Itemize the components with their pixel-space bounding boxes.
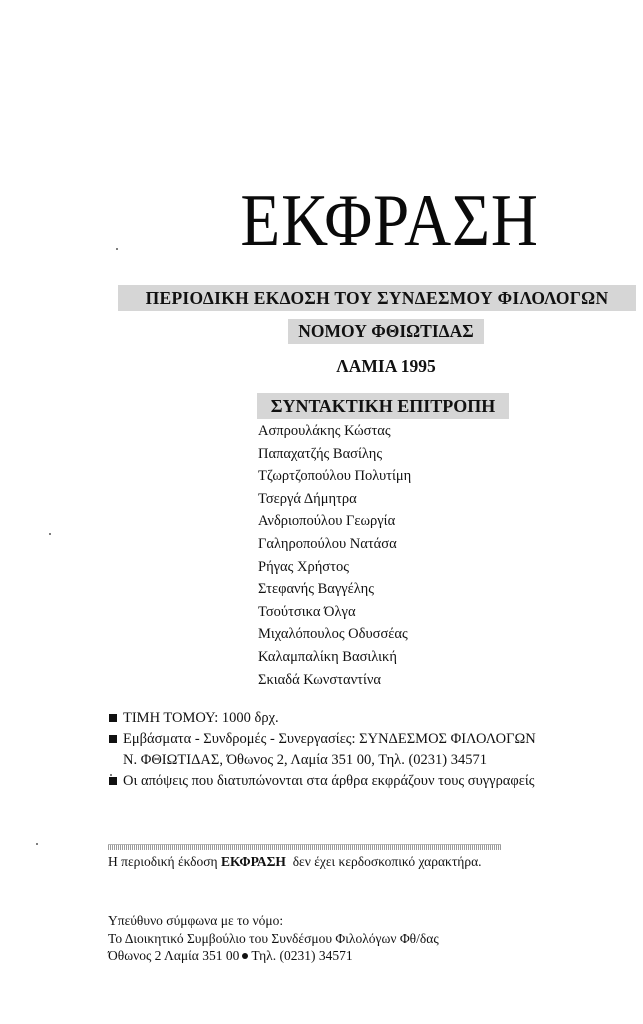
scan-speck (36, 843, 38, 845)
scan-speck (49, 533, 51, 535)
legal-responsible-block (108, 912, 439, 965)
committee-member: Τσούτσικα Όλγα (258, 603, 356, 620)
square-bullet-icon (109, 777, 117, 785)
responsible-line2: Το Διοικητικό Συμβούλιο του Συνδέσμου Φιλολόγων Φθ/δας (108, 930, 439, 946)
journal-subtitle: ΠΕΡΙΟΔΙΚΗ ΕΚΔΟΣΗ ΤΟΥ ΣΥΝΔΕΣΜΟΥ ΦΙΛΟΛΟΓΩΝ (118, 285, 636, 311)
committee-member: Καλαμπαλίκη Βασιλική (258, 648, 397, 665)
committee-member: Ρήγας Χρήστος (258, 558, 349, 575)
scan-speck (116, 248, 118, 250)
editorial-committee-heading: ΣΥΝΤΑΚΤΙΚΗ ΕΠΙΤΡΟΠΗ (257, 393, 509, 419)
nonprofit-journal-name: ΕΚΦΡΑΣΗ (220, 854, 286, 869)
square-bullet-icon (109, 735, 117, 743)
remittances-text-line1: Εμβάσματα - Συνδρομές - Συνεργασίες: ΣΥΝΔΕΣΜΟΣ ΦΙΛΟΛΟΓΩΝ (123, 731, 536, 747)
responsible-address: Όθωνος 2 Λαμία 351 00 (108, 948, 240, 963)
responsible-phone: Τηλ. (0231) 34571 (251, 948, 353, 963)
committee-member: Τσεργά Δήμητρα (258, 490, 357, 507)
committee-member: Τζωρτζοπούλου Πολυτίμη (258, 468, 412, 485)
dotted-divider (108, 844, 501, 850)
square-bullet-icon (109, 714, 117, 722)
scan-speck (110, 774, 112, 776)
nonprofit-text-after: δεν έχει κερδοσκοπικό χαρακτήρα. (285, 854, 482, 869)
responsible-line1: Υπεύθυνο σύμφωνα με το νόμο: (108, 913, 284, 928)
disclaimer-item (108, 771, 628, 792)
remittances-text-line2: Ν. ΦΘΙΩΤΙΔΑΣ, Όθωνος 2, Λαμία 351 00, Τηλ. (0231) 34571 (123, 752, 487, 768)
price-text: ΤΙΜΗ ΤΟΜΟΥ: 1000 δρχ. (123, 710, 279, 726)
disclaimer-text: Οι απόψεις που διατυπώνονται στα άρθρα εκφράζουν τους συγγραφείς (123, 773, 535, 789)
editorial-committee-list (258, 420, 411, 691)
committee-member: Ασπρουλάκης Κώστας (258, 423, 391, 439)
responsible-line3 (108, 947, 439, 965)
committee-member: Σκιαδά Κωνσταντίνα (258, 671, 382, 688)
nonprofit-text-before: Η περιοδική έκδοση (108, 854, 221, 869)
remittances-item (108, 729, 628, 771)
committee-member: Μιχαλόπουλος Οδυσσέας (258, 626, 408, 643)
place-year: ΛΑΜΙΑ 1995 (336, 356, 436, 376)
committee-member: Ανδριοπούλου Γεωργία (258, 513, 396, 530)
publication-info-list (108, 708, 628, 792)
nonprofit-statement (108, 852, 482, 872)
price-item (108, 708, 628, 729)
committee-member: Στεφανής Βαγγέλης (258, 581, 374, 598)
prefecture-heading: ΝΟΜΟΥ ΦΘΙΩΤΙΔΑΣ (288, 319, 484, 344)
committee-member: Παπαχατζής Βασίλης (258, 445, 383, 462)
journal-title: ΕΚΦΡΑΣΗ (240, 180, 539, 262)
committee-member: Γαληροπούλου Νατάσα (258, 535, 397, 552)
bullet-dot-icon (242, 953, 248, 959)
